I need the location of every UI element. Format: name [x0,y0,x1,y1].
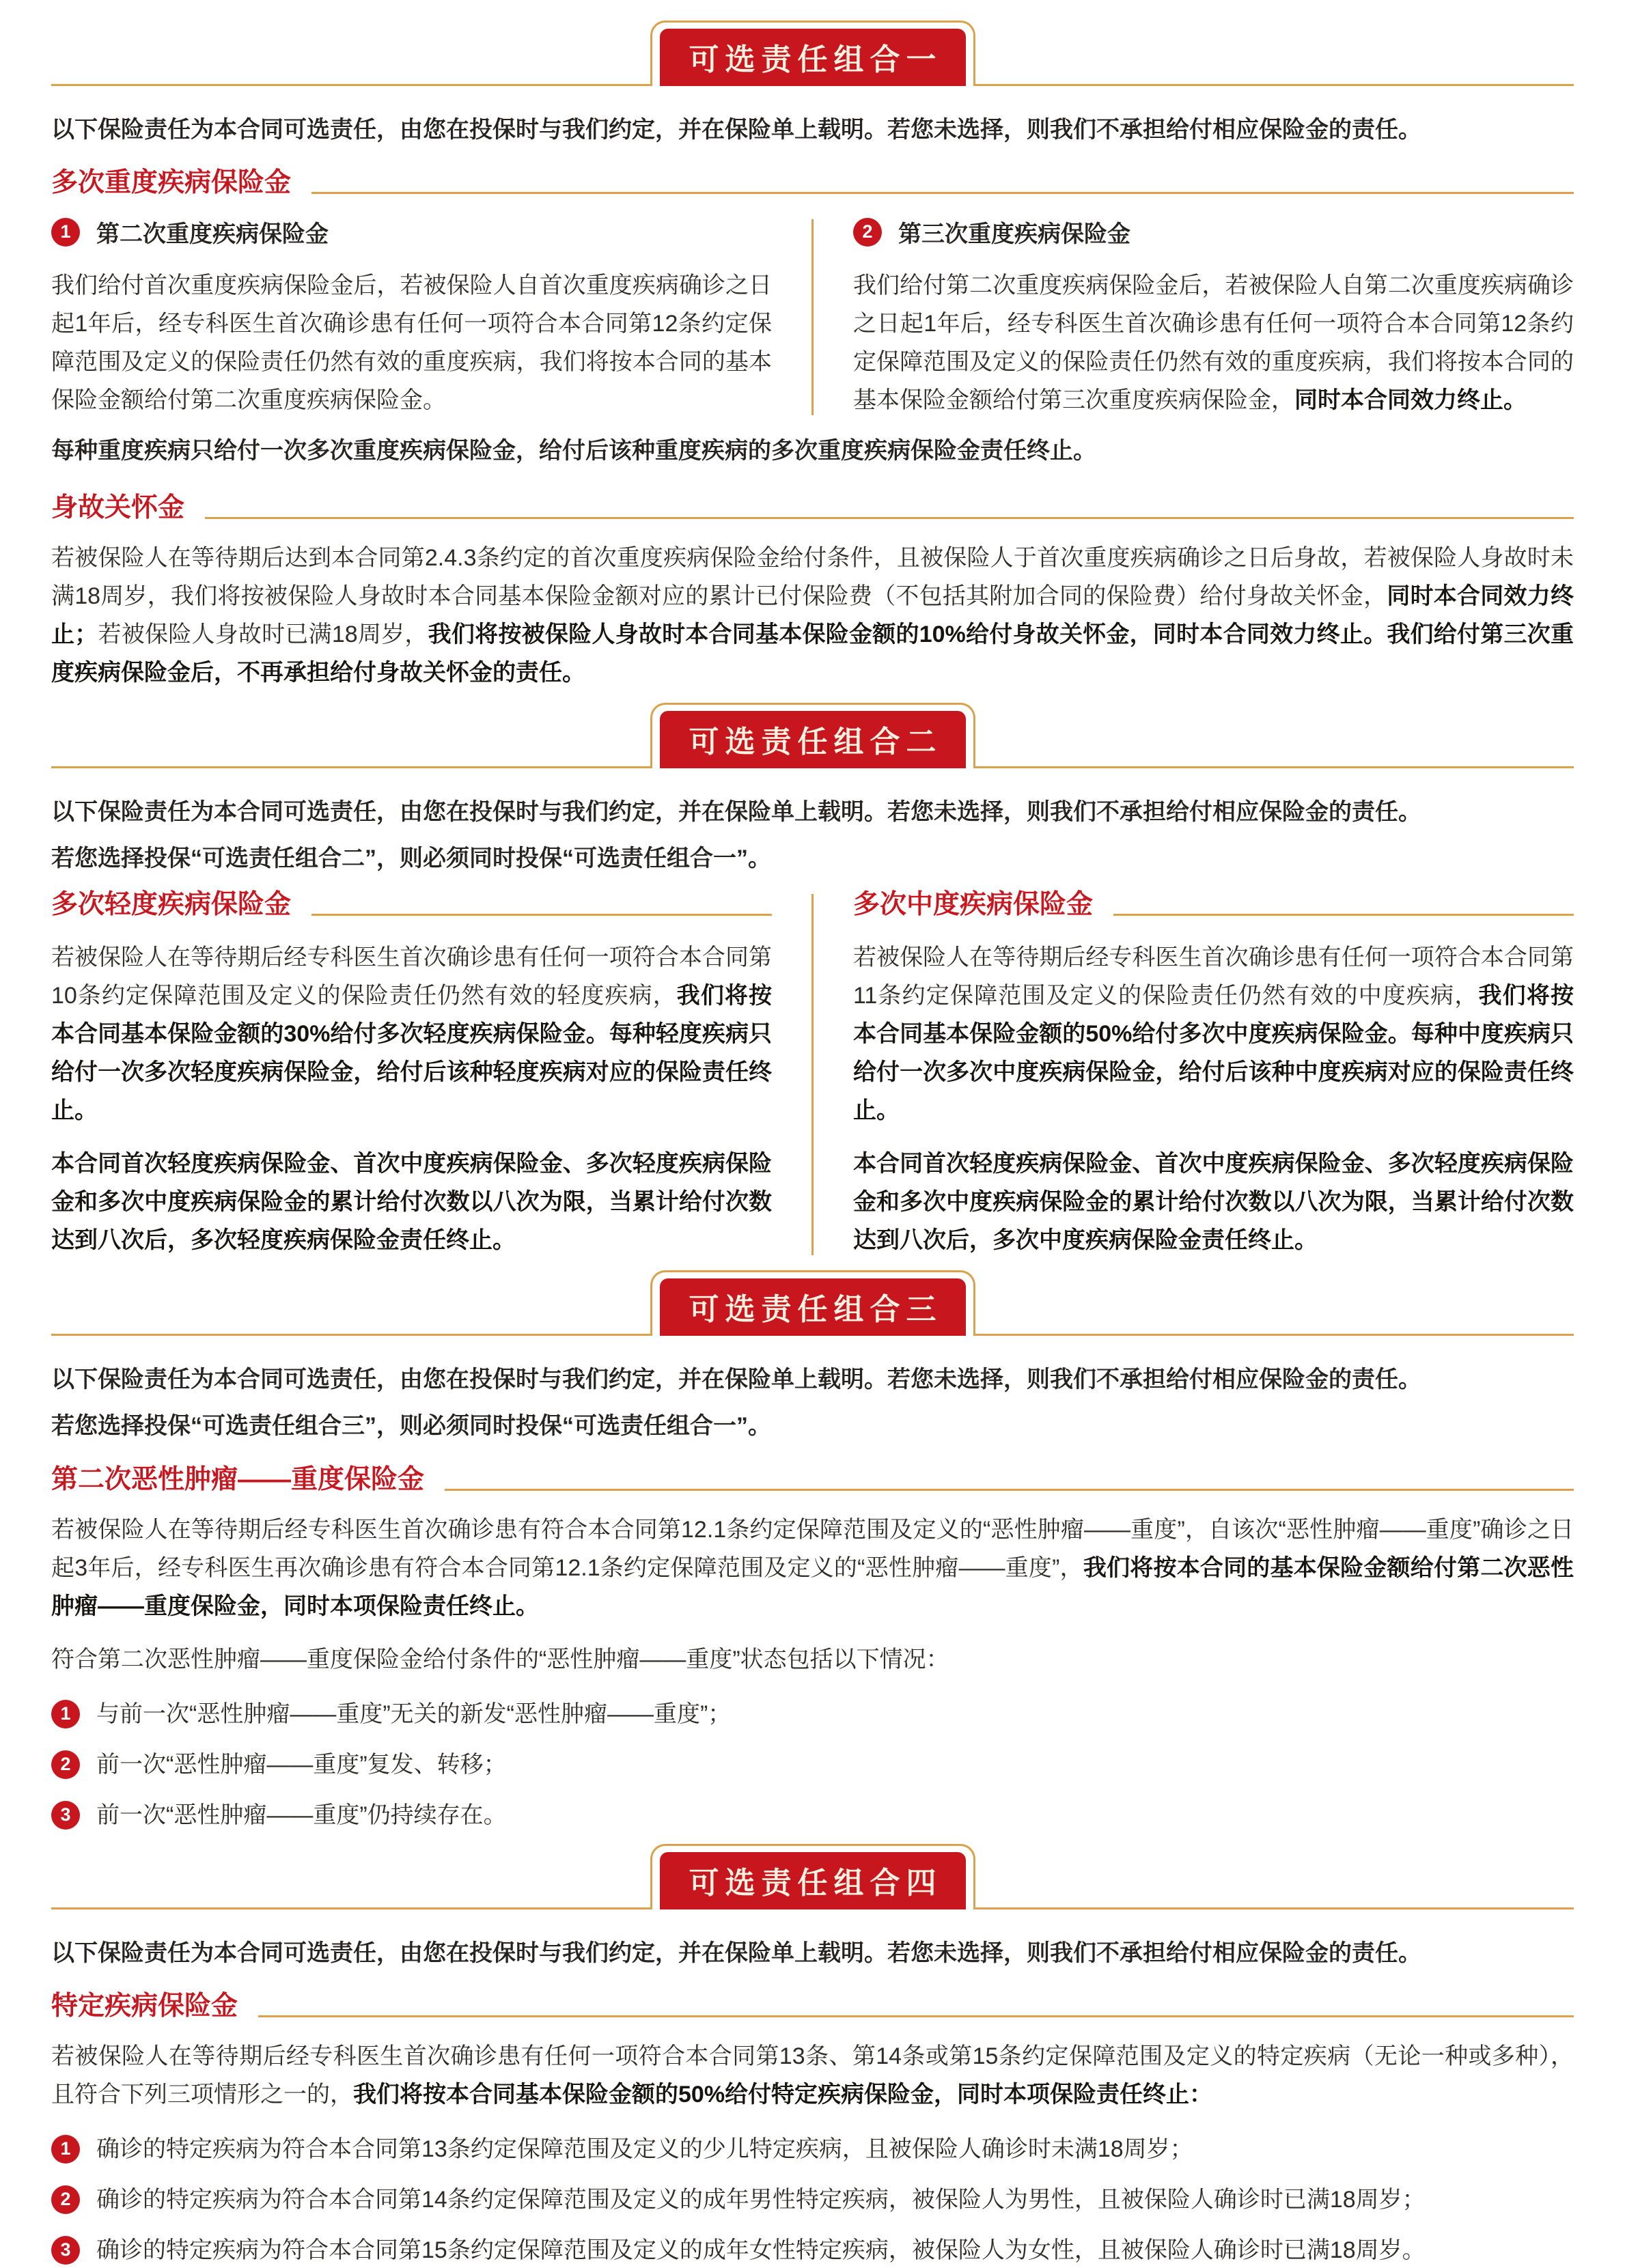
paragraph-bold-text: 本合同首次轻度疾病保险金、首次中度疾病保险金、多次轻度疾病保险金和多次中度疾病保险金的累计给付次数以八次为限，当累计给付次数达到八次后，多次中度疾病保险金责任终止。 [853,1151,1574,1254]
paragraph-bold-text: 我们将按被保险人身故时本合同基本保险金额的10%给付身故关怀金，同时本合同效力终止。我们给付第三次重度疾病保险金后，不再承担给付身故关怀金的责任。 [51,621,1574,686]
moderate-paragraph-2 [853,1145,1574,1259]
paragraph-text: 若被保险人在等待期后经专科医生首次确诊患有任何一项符合本合同第13条、第14条或第15条约定保障范围及定义的特定疾病（无论一种或多种），且符合下列三项情形之一的， [51,2043,1574,2108]
mild-paragraph-2 [51,1145,772,1259]
number-badge-1: 1 [51,1700,80,1728]
heading-rule [311,192,1574,194]
paragraph-text: 若被保险人身故时已满18周岁， [98,621,428,648]
banner-tab-outline [650,1270,975,1336]
item-paragraph [853,266,1574,419]
banner-combo-1 [51,20,1574,86]
number-badge-2: 2 [51,1750,80,1779]
heading-rule [205,517,1574,519]
list-item [51,1696,1574,1732]
paragraph-bold-text: 同时本合同效力终止； [51,583,1574,648]
heading-text: 第二次恶性肿瘤——重度保险金 [51,1464,425,1494]
intro-text: 以下保险责任为本合同可选责任，由您在投保时与我们约定，并在保险单上载明。若您未选择，则我们不承担给付相应保险金的责任。 [51,117,1421,143]
heading-rule [445,1489,1574,1491]
banner-rule-right [975,84,1574,86]
heading-specific-disease [51,1991,1574,2022]
prerequisite-note: 若您选择投保“可选责任组合三”，则必须同时投保“可选责任组合一”。 [51,1413,771,1440]
mild-paragraph-1 [51,938,772,1130]
column-mild-disease [51,890,772,1259]
banner-rule-right [975,1334,1574,1336]
heading-multiple-mild-disease [51,890,772,921]
heading-text: 身故关怀金 [51,493,185,523]
banner-combo-4 [51,1844,1574,1909]
intro-text: 以下保险责任为本合同可选责任，由您在投保时与我们约定，并在保险单上载明。若您未选择，则我们不承担给付相应保险金的责任。 [51,1940,1421,1966]
death-benefit-paragraph [51,539,1574,692]
item-heading-1 [51,215,772,249]
number-badge-1: 1 [51,2135,80,2164]
heading-text: 多次轻度疾病保险金 [51,890,292,920]
heading-rule [311,914,772,916]
paragraph-text: 若被保险人在等待期后经专科医生首次确诊患有任何一项符合本合同第10条约定保障范围及定义的保险责任仍然有效的轻度疾病， [51,944,772,1009]
column-divider [811,219,814,415]
section-optional-combo-1 [51,20,1574,692]
paragraph-text: 我们给付第二次重度疾病保险金后，若被保险人自第二次重度疾病确诊之日起1年后，经专科医生首次确诊患有任何一项符合本合同第12条约定保障范围及定义的保险责任仍然有效的重度疾病，我们将按本合同的基本保险金额给付第三次重度疾病保险金， [853,272,1574,414]
two-column-block [51,215,1574,419]
column-divider [811,894,814,1255]
heading-multiple-moderate-disease [853,890,1574,921]
item-paragraph [51,266,772,419]
paragraph-text: 若被保险人在等待期后经专科医生首次确诊患有任何一项符合本合同第11条约定保障范围及定义的保险责任仍然有效的中度疾病， [853,944,1574,1009]
item-heading-2 [853,215,1574,249]
column-third-severe [853,215,1574,419]
number-badge-1: 1 [51,218,80,247]
paragraph-bold-text: 我们将按本合同基本保险金额的50%给付特定疾病保险金，同时本项保险责任终止： [353,2081,1213,2108]
paragraph-bold-text: 我们将按本合同基本保险金额的30%给付多次轻度疾病保险金。每种轻度疾病只给付一次多次轻度疾病保险金，给付后该种轻度疾病对应的保险责任终止。 [51,983,772,1124]
banner-rule-right [975,766,1574,768]
banner-rule-left [51,84,650,86]
paragraph-bold-text: 我们将按本合同的基本保险金额给付第二次恶性肿瘤——重度保险金，同时本项保险责任终止。 [51,1554,1574,1619]
list-item-text: 前一次“恶性肿瘤——重度”复发、转移； [96,1751,507,1778]
list-item-text: 与前一次“恶性肿瘤——重度”无关的新发“恶性肿瘤——重度”； [96,1700,732,1727]
number-badge-3: 3 [51,1801,80,1830]
banner-tab-outline [650,1844,975,1909]
banner-rule-left [51,1334,650,1336]
paragraph-bold-text: 本合同首次轻度疾病保险金、首次中度疾病保险金、多次轻度疾病保险金和多次中度疾病保险金的累计给付次数以八次为限，当累计给付次数达到八次后，多次轻度疾病保险金责任终止。 [51,1151,772,1254]
banner-rule-left [51,1907,650,1909]
intro-text: 以下保险责任为本合同可选责任，由您在投保时与我们约定，并在保险单上载明。若您未选择，则我们不承担给付相应保险金的责任。 [51,799,1421,826]
paragraph-text: 若被保险人在等待期后经专科医生首次确诊患有符合本合同第12.1条约定保障范围及定义的“恶性肿瘤——重度”，自该次“恶性肿瘤——重度”确诊之日起3年后，经专科医生再次确诊患有符合本合同第12.1条约定保障范围及定义的“恶性肿瘤——重度”， [51,1516,1574,1581]
specific-disease-paragraph [51,2037,1574,2114]
two-column-block [51,890,1574,1259]
number-badge-2: 2 [853,218,882,247]
list-item-text: 确诊的特定疾病为符合本合同第13条约定保障范围及定义的少儿特定疾病，且被保险人确诊时未满18周岁； [96,2136,1193,2162]
number-badge-2: 2 [51,2185,80,2214]
heading-text: 特定疾病保险金 [51,1991,238,2021]
heading-multiple-severe-disease [51,168,1574,199]
heading-death-benefit [51,493,1574,524]
list-item [51,1797,1574,1833]
paragraph-bold-text: 我们将按本合同基本保险金额的50%给付多次中度疾病保险金。每种中度疾病只给付一次多次中度疾病保险金，给付后该种中度疾病对应的保险责任终止。 [853,983,1574,1124]
paragraph-text: 若被保险人在等待期后达到本合同第2.4.3条约定的首次重度疾病保险金给付条件，且被保险人于首次重度疾病确诊之日后身故，若被保险人身故时未满18周岁，我们将按被保险人身故时本合同基本保险金额对应的累计已付保险费（不包括其附加合同的保险费）给付身故关怀金， [51,545,1574,610]
banner-title: 可选责任组合一 [660,29,966,86]
banner-tab-outline [650,20,975,86]
specific-disease-list [51,2131,1574,2268]
heading-second-malignant-tumor [51,1465,1574,1496]
banner-title: 可选责任组合四 [660,1852,966,1909]
heading-rule [1113,914,1574,916]
section-optional-combo-4 [51,1844,1574,2268]
list-item [51,2131,1574,2167]
item-title: 第二次重度疾病保险金 [96,221,329,248]
moderate-paragraph-1 [853,938,1574,1130]
paragraph-text: 符合第二次恶性肿瘤——重度保险金给付条件的“恶性肿瘤——重度”状态包括以下情况： [51,1646,949,1672]
number-badge-3: 3 [51,2236,80,2265]
prerequisite-note: 若您选择投保“可选责任组合二”，则必须同时投保“可选责任组合一”。 [51,845,771,872]
paragraph-bold-text: 同时本合同效力终止。 [1294,387,1527,414]
intro-text: 以下保险责任为本合同可选责任，由您在投保时与我们约定，并在保险单上载明。若您未选择，则我们不承担给付相应保险金的责任。 [51,1367,1421,1393]
list-item-text: 确诊的特定疾病为符合本合同第14条约定保障范围及定义的成年男性特定疾病，被保险人为男性，且被保险人确诊时已满18周岁； [96,2186,1426,2213]
banner-title: 可选责任组合三 [660,1278,966,1336]
column-second-severe [51,215,772,419]
list-item [51,1747,1574,1782]
banner-rule-right [975,1907,1574,1909]
banner-combo-3 [51,1270,1574,1336]
banner-rule-left [51,766,650,768]
severe-disease-note: 每种重度疾病只给付一次多次重度疾病保险金，给付后该种重度疾病的多次重度疾病保险金责任终止。 [51,438,1096,464]
paragraph-text: 我们给付首次重度疾病保险金后，若被保险人自首次重度疾病确诊之日起1年后，经专科医生首次确诊患有任何一项符合本合同第12条约定保障范围及定义的保险责任仍然有效的重度疾病，我们将按本合同的基本保险金额给付第二次重度疾病保险金。 [51,272,772,414]
section-optional-combo-2 [51,703,1574,1259]
heading-text: 多次重度疾病保险金 [51,168,292,198]
list-item-text: 确诊的特定疾病为符合本合同第15条约定保障范围及定义的成年女性特定疾病，被保险人为女性，且被保险人确诊时已满18周岁。 [96,2237,1426,2263]
heading-rule [258,2015,1574,2017]
list-item-text: 前一次“恶性肿瘤——重度”仍持续存在。 [96,1802,507,1828]
banner-title: 可选责任组合二 [660,711,966,768]
banner-combo-2 [51,703,1574,768]
section-optional-combo-3 [51,1270,1574,1832]
tumor-conditions-lead [51,1640,1574,1679]
tumor-paragraph [51,1511,1574,1625]
heading-text: 多次中度疾病保险金 [853,890,1094,920]
list-item [51,2182,1574,2217]
column-moderate-disease [853,890,1574,1259]
item-title: 第三次重度疾病保险金 [898,221,1130,248]
banner-tab-outline [650,703,975,768]
list-item [51,2232,1574,2268]
tumor-condition-list [51,1696,1574,1833]
